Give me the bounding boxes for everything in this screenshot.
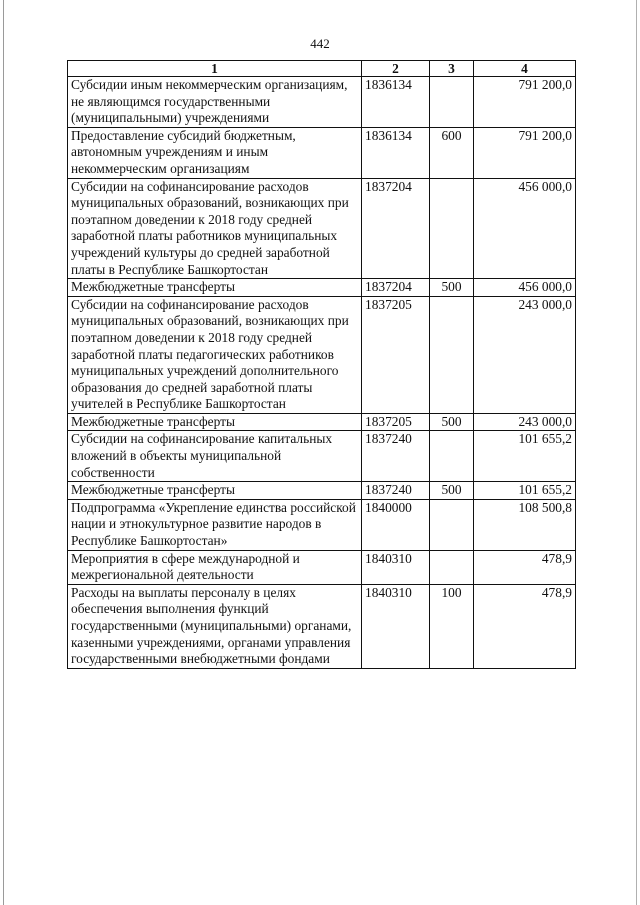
header-col-1: 1 (68, 61, 362, 77)
target-code: 1836134 (362, 127, 430, 178)
expense-name: Межбюджетные трансферты (68, 482, 362, 500)
expense-name: Предоставление субсидий бюджетным, автономным учреждениям и иным некоммерческим организациям (68, 127, 362, 178)
table-row (68, 413, 576, 431)
table-row (68, 178, 576, 279)
expense-name: Межбюджетные трансферты (68, 413, 362, 431)
amount: 478,9 (474, 550, 576, 584)
amount: 101 655,2 (474, 431, 576, 482)
table-row (68, 279, 576, 297)
target-code: 1837204 (362, 279, 430, 297)
page-number: 442 (310, 36, 330, 51)
table-row (68, 431, 576, 482)
expense-name: Субсидии на софинансирование расходов муниципальных образований, возникающих при поэтапном доведении к 2018 году средней заработной платы работников муниципальных учреждений культуры до средней заработной платы в Республике Башкортостан (68, 178, 362, 279)
amount: 478,9 (474, 584, 576, 668)
target-code: 1840310 (362, 550, 430, 584)
amount: 243 000,0 (474, 296, 576, 413)
expense-type (430, 77, 474, 128)
expense-type (430, 178, 474, 279)
expense-type (430, 550, 474, 584)
amount: 791 200,0 (474, 127, 576, 178)
expense-type (430, 431, 474, 482)
amount: 108 500,8 (474, 499, 576, 550)
expense-name: Субсидии на софинансирование расходов муниципальных образований, возникающих при поэтапном доведении к 2018 году средней заработной платы педагогических работников муниципальных учреждений дополнительного образования до средней заработной платы учителей в Республике Башкортостан (68, 296, 362, 413)
expense-type: 500 (430, 413, 474, 431)
header-col-3: 3 (430, 61, 474, 77)
amount: 243 000,0 (474, 413, 576, 431)
expense-name: Межбюджетные трансферты (68, 279, 362, 297)
table-header-row (68, 61, 576, 77)
expense-type (430, 296, 474, 413)
target-code: 1836134 (362, 77, 430, 128)
target-code: 1837240 (362, 482, 430, 500)
table-row (68, 499, 576, 550)
expense-name: Субсидии на софинансирование капитальных вложений в объекты муниципальной собственности (68, 431, 362, 482)
expense-name: Подпрограмма «Укрепление единства российской нации и этнокультурное развитие народов в Республике Башкортостан» (68, 499, 362, 550)
budget-table (67, 60, 576, 669)
expense-type: 500 (430, 482, 474, 500)
scan-edge-right (636, 0, 637, 905)
target-code: 1837205 (362, 296, 430, 413)
target-code: 1837204 (362, 178, 430, 279)
target-code: 1837240 (362, 431, 430, 482)
amount: 456 000,0 (474, 279, 576, 297)
amount: 791 200,0 (474, 77, 576, 128)
expense-name: Мероприятия в сфере международной и межрегиональной деятельности (68, 550, 362, 584)
expense-type (430, 499, 474, 550)
table-row (68, 482, 576, 500)
expense-name: Субсидии иным некоммерческим организациям, не являющимся государственными (муниципальными) учреждениями (68, 77, 362, 128)
header-col-4: 4 (474, 61, 576, 77)
table-row (68, 550, 576, 584)
table-row (68, 584, 576, 668)
expense-type: 600 (430, 127, 474, 178)
target-code: 1840000 (362, 499, 430, 550)
expense-name: Расходы на выплаты персоналу в целях обеспечения выполнения функций государственными (муниципальными) органами, казенными учреждениями, органами управления государственными внебюджетными фондами (68, 584, 362, 668)
expense-type: 500 (430, 279, 474, 297)
target-code: 1837205 (362, 413, 430, 431)
amount: 456 000,0 (474, 178, 576, 279)
table-row (68, 77, 576, 128)
target-code: 1840310 (362, 584, 430, 668)
scan-edge-left (3, 0, 4, 905)
amount: 101 655,2 (474, 482, 576, 500)
table-row (68, 127, 576, 178)
header-col-2: 2 (362, 61, 430, 77)
table-row (68, 296, 576, 413)
expense-type: 100 (430, 584, 474, 668)
